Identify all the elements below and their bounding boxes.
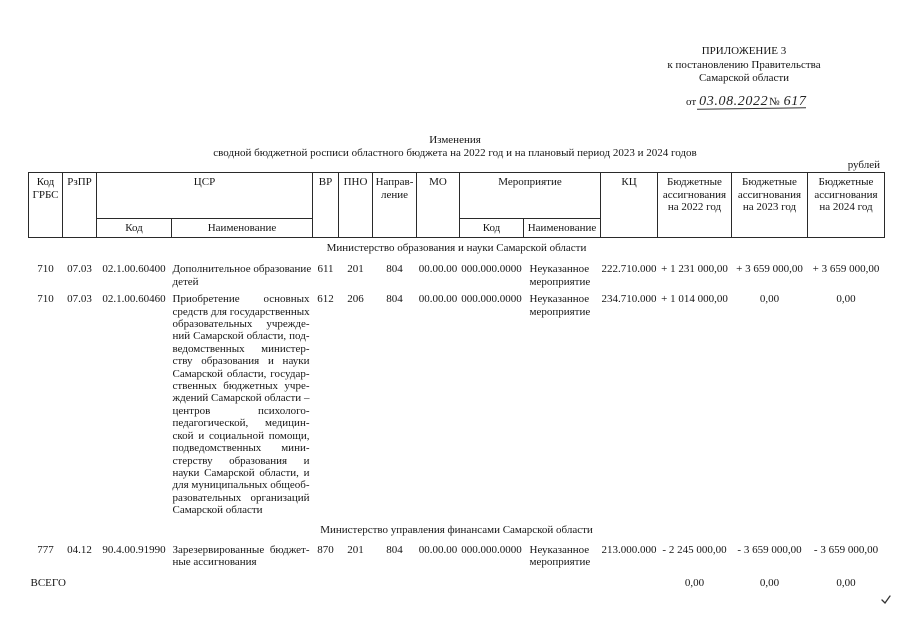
- description-line: центров психолого-: [172, 404, 310, 417]
- document-title: [5, 134, 905, 160]
- cell-csr-name: [172, 288, 313, 516]
- col-header-pno: ПНО: [339, 173, 373, 238]
- description-line: науки Самарской области, и: [172, 466, 310, 479]
- cell-csr-code: 02.1.00.60460: [102, 293, 166, 306]
- cell-pno: 201: [347, 263, 364, 276]
- description-line: образовательных учрежде-: [172, 318, 310, 331]
- description-line: ству образования и науки: [172, 355, 310, 368]
- cell-csr-code: 90.4.00.91990: [102, 543, 166, 556]
- col-header-csr-code: Код: [97, 219, 172, 238]
- col-header-mo: МО: [417, 173, 460, 238]
- cell-budget-2023: + 3 659 000,00: [736, 263, 803, 276]
- description-line: ской и социальной помощи,: [172, 429, 310, 442]
- col-header-vr: ВР: [313, 173, 339, 238]
- cell-event-name: Неуказанное мероприятие: [529, 293, 591, 318]
- appendix-title: ПРИЛОЖЕНИЕ 3: [701, 45, 787, 57]
- cell-budget-2023: 0,00: [759, 293, 780, 306]
- cell-rzpr: 07.03: [67, 263, 92, 276]
- section-title: Министерство управления финансами Самарской области: [320, 523, 593, 536]
- col-header-budget-2022: Бюджетные ассигнования на 2022 год: [658, 173, 732, 238]
- title-line-2: сводной бюджетной росписи областного бюджета на 2022 год и на плановый период 2023 и 2024 годов: [213, 147, 697, 159]
- section-row: [29, 517, 885, 536]
- cell-csr-name: [172, 254, 313, 288]
- cell-mo: 00.00.00: [418, 543, 458, 556]
- cell-mo: 00.00.00: [418, 293, 458, 306]
- cell-pno: 206: [347, 293, 364, 306]
- description-line: Самарской области: [172, 504, 263, 517]
- cell-csr-name: [172, 536, 313, 569]
- appendix-line-3: Самарской области: [698, 72, 790, 84]
- cell-vr: 611: [317, 263, 334, 276]
- section-title: Министерство образования и науки Самарской области: [326, 242, 587, 254]
- section-row: [29, 238, 885, 255]
- appendix-line-2: к постановлению Правительства: [667, 58, 821, 71]
- number-sign: №: [769, 96, 780, 108]
- col-header-grbs: Код ГРБС: [29, 173, 63, 238]
- description-line: ждений Самарской области –: [172, 392, 310, 405]
- description-line: стерству образования и: [172, 454, 310, 467]
- col-header-direction: Направ- ление: [373, 173, 417, 238]
- col-header-event: Мероприятие: [460, 173, 601, 219]
- description-line: Приобретение основных: [172, 293, 310, 306]
- cell-direction: 804: [386, 263, 403, 276]
- date-prefix: от: [686, 96, 697, 108]
- cell-kc: 213.000.000: [601, 543, 657, 556]
- total-spacer: [97, 569, 658, 589]
- table-row: [29, 288, 885, 516]
- description-line: ные ассигнования: [172, 556, 257, 569]
- total-budget-2023: 0,00: [759, 576, 780, 589]
- total-row: [29, 569, 885, 589]
- cell-direction: 804: [386, 293, 403, 306]
- cell-budget-2022: + 1 231 000,00: [661, 263, 728, 276]
- description-line: ственных бюджетных учре-: [172, 380, 310, 393]
- col-header-rzpr: РзПР: [63, 173, 97, 238]
- cell-direction: 804: [386, 543, 403, 556]
- description-line: Дополнительное образование: [172, 263, 312, 276]
- cell-budget-2024: - 3 659 000,00: [813, 543, 879, 556]
- total-budget-2022: 0,00: [684, 576, 705, 589]
- col-header-budget-2024: Бюджетные ассигнования на 2024 год: [808, 173, 885, 238]
- table-header-row: [29, 173, 885, 219]
- cell-rzpr: 07.03: [67, 293, 92, 306]
- appendix-header: [644, 45, 844, 86]
- handwritten-check-mark: [880, 594, 892, 606]
- cell-budget-2024: + 3 659 000,00: [812, 263, 880, 276]
- cell-budget-2023: - 3 659 000,00: [737, 543, 802, 556]
- total-label: ВСЕГО: [30, 576, 66, 589]
- cell-grbs: 777: [37, 543, 54, 556]
- col-header-csr-name: Наименование: [172, 219, 313, 238]
- description-line: подведомственных мини-: [172, 442, 310, 455]
- table-row: [29, 536, 885, 569]
- description-line: Самарской области, государ-: [172, 367, 310, 380]
- cell-csr-code: 02.1.00.60400: [102, 263, 166, 276]
- col-header-kc: КЦ: [601, 173, 658, 238]
- resolution-date-line: [686, 95, 806, 111]
- cell-event-name: Неуказанное мероприятие: [529, 543, 591, 569]
- total-budget-2024: 0,00: [836, 576, 856, 589]
- cell-grbs: 710: [37, 263, 54, 276]
- cell-vr: 612: [317, 293, 334, 306]
- budget-changes-table: [28, 172, 885, 589]
- title-line-1: Изменения: [429, 134, 481, 146]
- cell-event-code: 000.000.0000: [461, 543, 522, 556]
- description-line: средств для государственных: [172, 305, 310, 318]
- cell-event-code: 000.000.0000: [461, 293, 522, 306]
- cell-grbs: 710: [37, 293, 54, 306]
- cell-kc: 234.710.000: [601, 293, 657, 306]
- description-line: ведомственных министер-: [172, 342, 310, 355]
- cell-event-name: Неуказанное мероприятие: [529, 263, 591, 288]
- handwritten-date: 03.08.2022: [699, 94, 769, 109]
- cell-rzpr: 04.12: [67, 543, 92, 556]
- col-header-budget-2023: Бюджетные ассигнования на 2023 год: [732, 173, 808, 238]
- cell-budget-2024: 0,00: [836, 293, 856, 306]
- description-line: Зарезервированные бюджет-: [172, 543, 310, 556]
- description-line: разовательных организаций: [172, 491, 310, 504]
- cell-pno: 201: [347, 543, 364, 556]
- description-line: для муниципальных общеоб-: [172, 479, 310, 492]
- description-line: педагогической, медицин-: [172, 417, 310, 430]
- table-row: [29, 254, 885, 288]
- cell-budget-2022: - 2 245 000,00: [662, 543, 727, 556]
- description-line: ний Самарской области, под-: [172, 330, 310, 343]
- description-line: детей: [172, 275, 199, 288]
- cell-vr: 870: [317, 543, 334, 556]
- cell-event-code: 000.000.0000: [461, 263, 522, 276]
- currency-units: рублей: [847, 159, 880, 171]
- col-header-event-name: Наименование: [524, 219, 601, 238]
- cell-budget-2022: + 1 014 000,00: [661, 293, 728, 306]
- cell-mo: 00.00.00: [418, 263, 458, 276]
- cell-kc: 222.710.000: [601, 263, 657, 276]
- col-header-event-code: Код: [460, 219, 524, 238]
- handwritten-number: 617: [783, 94, 807, 109]
- col-header-csr: ЦСР: [97, 173, 313, 219]
